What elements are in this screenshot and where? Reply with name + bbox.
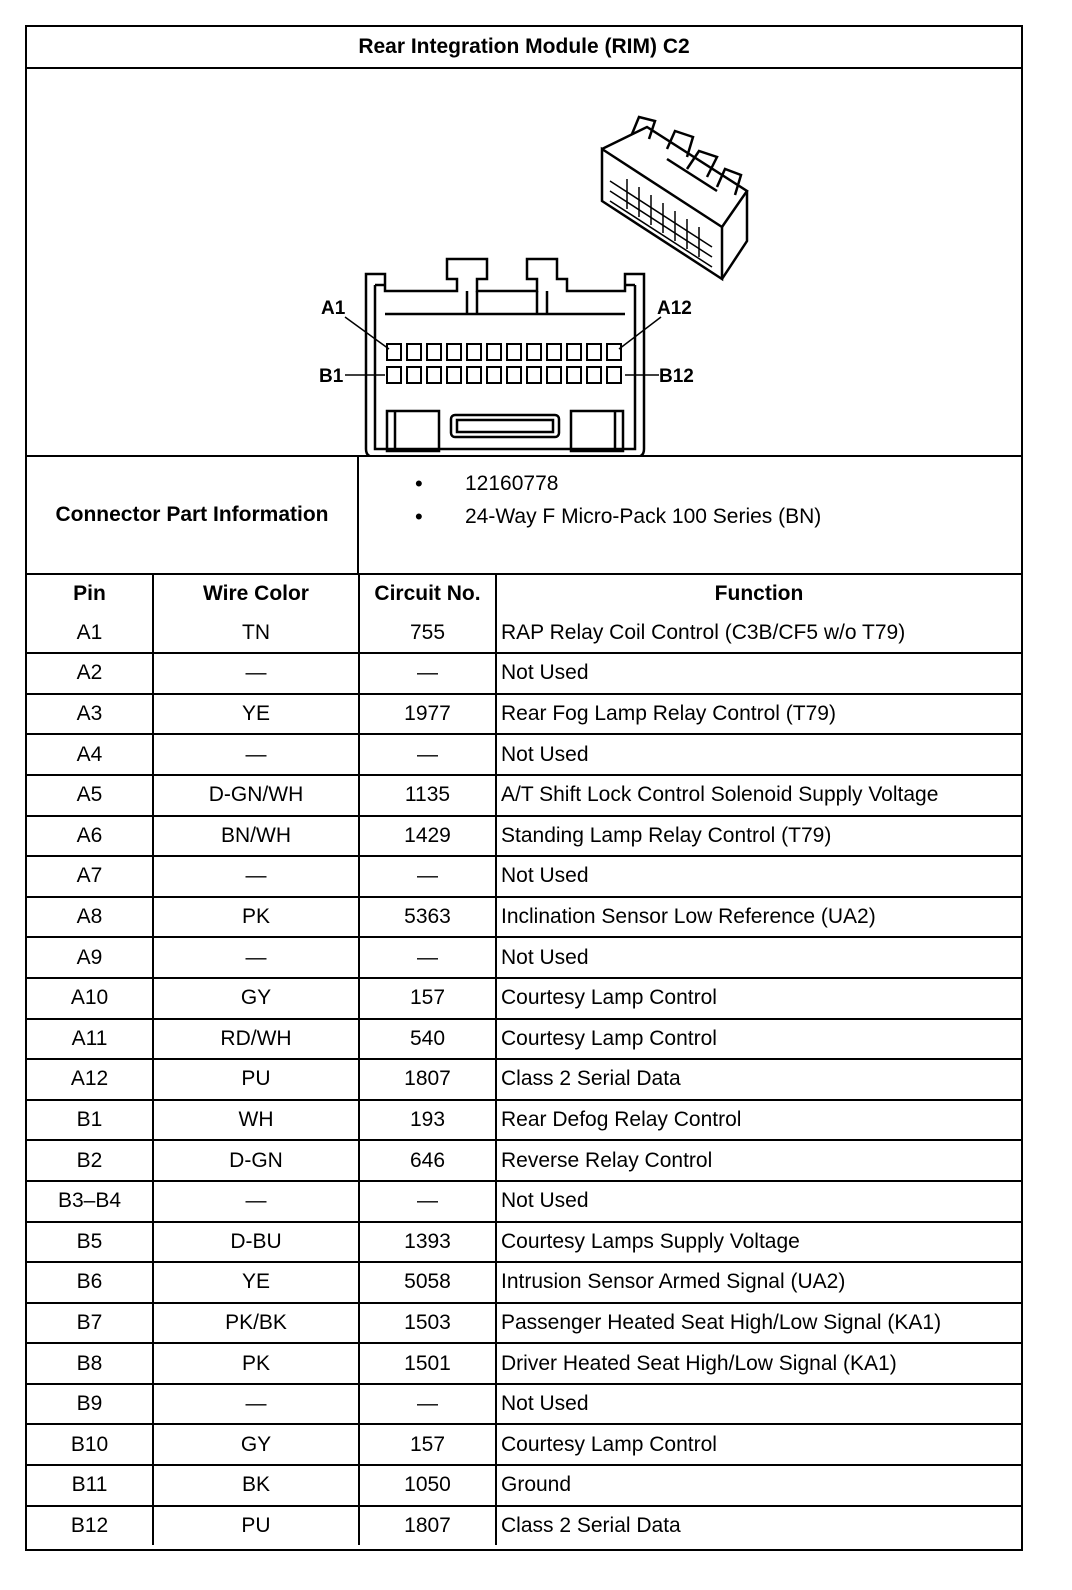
table-row bbox=[27, 694, 1021, 735]
header-circuit-no: Circuit No. bbox=[359, 575, 496, 614]
pin-cell: A6 bbox=[27, 816, 153, 857]
wire-color-cell: PU bbox=[153, 1506, 359, 1546]
wire-color-cell: — bbox=[153, 856, 359, 897]
pin-label-b12: B12 bbox=[659, 366, 694, 387]
pin-label-a1: A1 bbox=[321, 298, 346, 319]
pin-cell: A1 bbox=[27, 614, 153, 654]
pin-cell: B10 bbox=[27, 1424, 153, 1465]
function-cell: Not Used bbox=[496, 1384, 1021, 1425]
table-row bbox=[27, 978, 1021, 1019]
wire-color-cell: PK bbox=[153, 1343, 359, 1384]
cavity-row-b bbox=[387, 367, 621, 383]
circuit-no-cell: 1393 bbox=[359, 1222, 496, 1263]
page-title: Rear Integration Module (RIM) C2 bbox=[27, 27, 1021, 69]
wire-color-cell: YE bbox=[153, 1262, 359, 1303]
function-cell: Class 2 Serial Data bbox=[496, 1059, 1021, 1100]
part-info-list bbox=[359, 457, 821, 533]
pinout-table bbox=[27, 575, 1021, 1545]
pin-cell: A11 bbox=[27, 1019, 153, 1060]
pin-cell: A10 bbox=[27, 978, 153, 1019]
function-cell: Courtesy Lamp Control bbox=[496, 1424, 1021, 1465]
circuit-no-cell: 540 bbox=[359, 1019, 496, 1060]
circuit-no-cell: 1807 bbox=[359, 1059, 496, 1100]
connector-sheet bbox=[25, 25, 1023, 1551]
part-info-label: Connector Part Information bbox=[27, 457, 359, 573]
table-row bbox=[27, 1506, 1021, 1546]
connector-figure bbox=[27, 69, 1021, 457]
pin-cell: B6 bbox=[27, 1262, 153, 1303]
part-number: • 12160778 bbox=[359, 467, 821, 500]
table-row bbox=[27, 937, 1021, 978]
wire-color-cell: PK/BK bbox=[153, 1303, 359, 1344]
pin-cell: B11 bbox=[27, 1465, 153, 1506]
header-function: Function bbox=[496, 575, 1021, 614]
pin-cell: B9 bbox=[27, 1384, 153, 1425]
connector-iso-cavities bbox=[610, 179, 712, 267]
wire-color-cell: GY bbox=[153, 1424, 359, 1465]
circuit-no-cell: 1429 bbox=[359, 816, 496, 857]
function-cell: Not Used bbox=[496, 856, 1021, 897]
wire-color-cell: — bbox=[153, 937, 359, 978]
pin-cell: B5 bbox=[27, 1222, 153, 1263]
pin-cell: A4 bbox=[27, 734, 153, 775]
function-cell: Courtesy Lamps Supply Voltage bbox=[496, 1222, 1021, 1263]
function-cell: RAP Relay Coil Control (C3B/CF5 w/o T79) bbox=[496, 614, 1021, 654]
circuit-no-cell: — bbox=[359, 734, 496, 775]
table-row bbox=[27, 856, 1021, 897]
header-wire-color: Wire Color bbox=[153, 575, 359, 614]
table-row bbox=[27, 1222, 1021, 1263]
connector-drawing bbox=[27, 69, 1021, 457]
circuit-no-cell: 157 bbox=[359, 1424, 496, 1465]
circuit-no-cell: — bbox=[359, 1181, 496, 1222]
function-cell: Reverse Relay Control bbox=[496, 1140, 1021, 1181]
function-cell: A/T Shift Lock Control Solenoid Supply Voltage bbox=[496, 775, 1021, 816]
circuit-no-cell: 1503 bbox=[359, 1303, 496, 1344]
circuit-no-cell: — bbox=[359, 1384, 496, 1425]
table-row bbox=[27, 1262, 1021, 1303]
function-cell: Ground bbox=[496, 1465, 1021, 1506]
table-header-row bbox=[27, 575, 1021, 614]
function-cell: Courtesy Lamp Control bbox=[496, 978, 1021, 1019]
connector-description: • 24-Way F Micro-Pack 100 Series (BN) bbox=[359, 500, 821, 533]
function-cell: Inclination Sensor Low Reference (UA2) bbox=[496, 897, 1021, 938]
table-row bbox=[27, 1465, 1021, 1506]
pin-cell: B7 bbox=[27, 1303, 153, 1344]
table-row bbox=[27, 1100, 1021, 1141]
function-cell: Not Used bbox=[496, 1181, 1021, 1222]
pin-cell: A9 bbox=[27, 937, 153, 978]
circuit-no-cell: 157 bbox=[359, 978, 496, 1019]
circuit-no-cell: — bbox=[359, 856, 496, 897]
wire-color-cell: PK bbox=[153, 897, 359, 938]
wire-color-cell: BN/WH bbox=[153, 816, 359, 857]
function-cell: Driver Heated Seat High/Low Signal (KA1) bbox=[496, 1343, 1021, 1384]
pin-cell: A12 bbox=[27, 1059, 153, 1100]
circuit-no-cell: 1501 bbox=[359, 1343, 496, 1384]
wire-color-cell: GY bbox=[153, 978, 359, 1019]
function-cell: Rear Fog Lamp Relay Control (T79) bbox=[496, 694, 1021, 735]
pin-cell: B2 bbox=[27, 1140, 153, 1181]
wire-color-cell: D-BU bbox=[153, 1222, 359, 1263]
function-cell: Not Used bbox=[496, 937, 1021, 978]
table-row bbox=[27, 775, 1021, 816]
pin-cell: B12 bbox=[27, 1506, 153, 1546]
function-cell: Class 2 Serial Data bbox=[496, 1506, 1021, 1546]
table-row bbox=[27, 816, 1021, 857]
wire-color-cell: D-GN/WH bbox=[153, 775, 359, 816]
table-row bbox=[27, 1019, 1021, 1060]
table-row bbox=[27, 1384, 1021, 1425]
function-cell: Passenger Heated Seat High/Low Signal (KA1) bbox=[496, 1303, 1021, 1344]
table-row bbox=[27, 734, 1021, 775]
function-cell: Rear Defog Relay Control bbox=[496, 1100, 1021, 1141]
wire-color-cell: — bbox=[153, 734, 359, 775]
connector-iso-view bbox=[602, 117, 747, 279]
table-row bbox=[27, 1343, 1021, 1384]
circuit-no-cell: — bbox=[359, 937, 496, 978]
function-cell: Not Used bbox=[496, 653, 1021, 694]
circuit-no-cell: 646 bbox=[359, 1140, 496, 1181]
circuit-no-cell: 193 bbox=[359, 1100, 496, 1141]
pin-cell: B1 bbox=[27, 1100, 153, 1141]
table-row bbox=[27, 1059, 1021, 1100]
wire-color-cell: — bbox=[153, 1384, 359, 1425]
circuit-no-cell: — bbox=[359, 653, 496, 694]
pin-cell: A3 bbox=[27, 694, 153, 735]
wire-color-cell: WH bbox=[153, 1100, 359, 1141]
wire-color-cell: — bbox=[153, 1181, 359, 1222]
table-row bbox=[27, 653, 1021, 694]
table-row bbox=[27, 1181, 1021, 1222]
table-row bbox=[27, 614, 1021, 654]
wire-color-cell: D-GN bbox=[153, 1140, 359, 1181]
connector-part-info bbox=[27, 457, 1021, 575]
pin-cell: A5 bbox=[27, 775, 153, 816]
wire-color-cell: BK bbox=[153, 1465, 359, 1506]
wire-color-cell: TN bbox=[153, 614, 359, 654]
function-cell: Intrusion Sensor Armed Signal (UA2) bbox=[496, 1262, 1021, 1303]
wire-color-cell: PU bbox=[153, 1059, 359, 1100]
function-cell: Courtesy Lamp Control bbox=[496, 1019, 1021, 1060]
circuit-no-cell: 755 bbox=[359, 614, 496, 654]
pin-label-a12: A12 bbox=[657, 298, 692, 319]
wire-color-cell: — bbox=[153, 653, 359, 694]
pinout-rows bbox=[27, 614, 1021, 1546]
pin-label-b1: B1 bbox=[319, 366, 344, 387]
function-cell: Standing Lamp Relay Control (T79) bbox=[496, 816, 1021, 857]
pin-cell: B8 bbox=[27, 1343, 153, 1384]
circuit-no-cell: 1050 bbox=[359, 1465, 496, 1506]
circuit-no-cell: 1807 bbox=[359, 1506, 496, 1546]
pin-cell: A2 bbox=[27, 653, 153, 694]
function-cell: Not Used bbox=[496, 734, 1021, 775]
wire-color-cell: YE bbox=[153, 694, 359, 735]
wire-color-cell: RD/WH bbox=[153, 1019, 359, 1060]
table-row bbox=[27, 1424, 1021, 1465]
circuit-no-cell: 1135 bbox=[359, 775, 496, 816]
cavity-row-a bbox=[387, 344, 621, 360]
pin-cell: B3–B4 bbox=[27, 1181, 153, 1222]
table-row bbox=[27, 1303, 1021, 1344]
table-row bbox=[27, 1140, 1021, 1181]
circuit-no-cell: 5058 bbox=[359, 1262, 496, 1303]
pin-cell: A8 bbox=[27, 897, 153, 938]
pin-cell: A7 bbox=[27, 856, 153, 897]
table-row bbox=[27, 897, 1021, 938]
circuit-no-cell: 1977 bbox=[359, 694, 496, 735]
circuit-no-cell: 5363 bbox=[359, 897, 496, 938]
header-pin: Pin bbox=[27, 575, 153, 614]
